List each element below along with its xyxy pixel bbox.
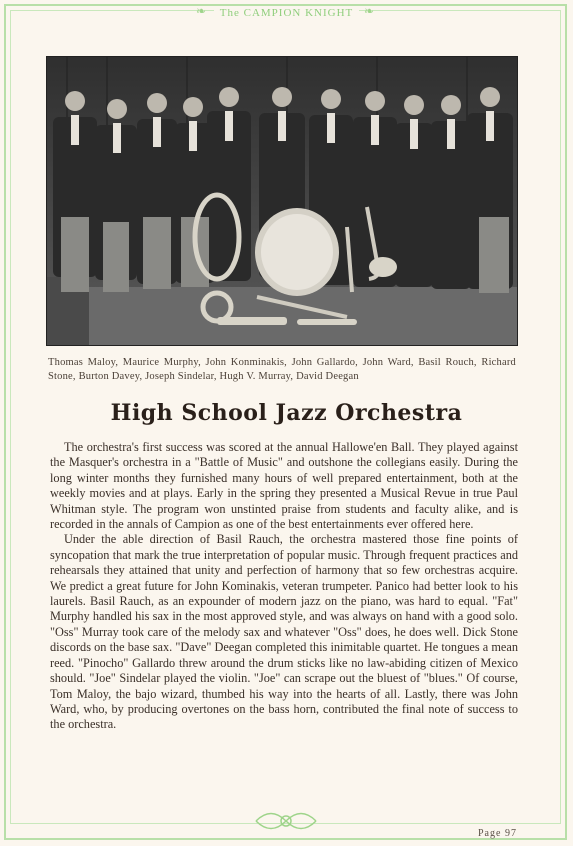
running-header bbox=[0, 7, 573, 19]
photo-caption: Thomas Maloy, Maurice Murphy, John Konminakis, John Gallardo, John Ward, Basil Rouch, Richard Stone, Burton Davey, Joseph Sindelar, Hugh V. Murray, David Deegan bbox=[48, 357, 516, 382]
article-paragraph: The orchestra's first success was scored at the annual Hallowe'en Ball. They played against the Masquer's orchestra in a "Battle of Music" and outshone the collegians easily. During the long winter months they furnished many hours of well prepared entertainment, both at the weekly movies and at plays. Early in the spring they presented a Musical Revue in true Paul Whitman style. The program won unstinted praise from students and faculty alike, and is recorded in the annals of Campion as one of the best entertainments ever offered here. bbox=[50, 440, 518, 532]
article-paragraph: Under the able direction of Basil Rauch, the orchestra mastered those fine points of syncopation that mark the true interpretation of popular music. Through frequent practices and rehearsals they attained that unity and perfection of harmony that so few orchestras acquire. We predict a great future for John Kominakis, veteran trumpeter. Panico had better look to his laurels. Basil Rauch, as an expounder of modern jazz on the piano, was hard to equal. "Fat" Murphy handled his sax in the most approved style, and was always on hand with a good solo. "Oss" Murray took care of the melody sax and whatever "Oss" does, he does well. Dick Stone discords on the base sax. "Dave" Deegan completed this inimitable quartet. He tongues a mean reed. "Pinocho" Gallardo threw around the drum sticks like no law-abiding citizen of Mexico should. "Joe" Sindelar played the violin. "Joe" can scrape out the bluest of "blues." Of course, Tom Maloy, the bajo wizard, thumbed his way into the hearts of all. Lastly, there was John Ward, who, by producing overtones on the bass horn, contributed the final note of success to the orchestra. bbox=[50, 532, 518, 732]
band-photo bbox=[46, 56, 518, 346]
page-number: Page 97 bbox=[478, 828, 517, 839]
header-ornament-left: ❧ bbox=[196, 4, 207, 18]
header-ornament-right: ❧ bbox=[364, 4, 375, 18]
footer-ornament-icon bbox=[246, 806, 326, 836]
band-photo-illustration bbox=[47, 57, 517, 345]
article-body bbox=[50, 440, 518, 733]
article-title: High School Jazz Orchestra bbox=[110, 400, 463, 426]
running-header-text: The CAMPION KNIGHT bbox=[214, 7, 360, 19]
